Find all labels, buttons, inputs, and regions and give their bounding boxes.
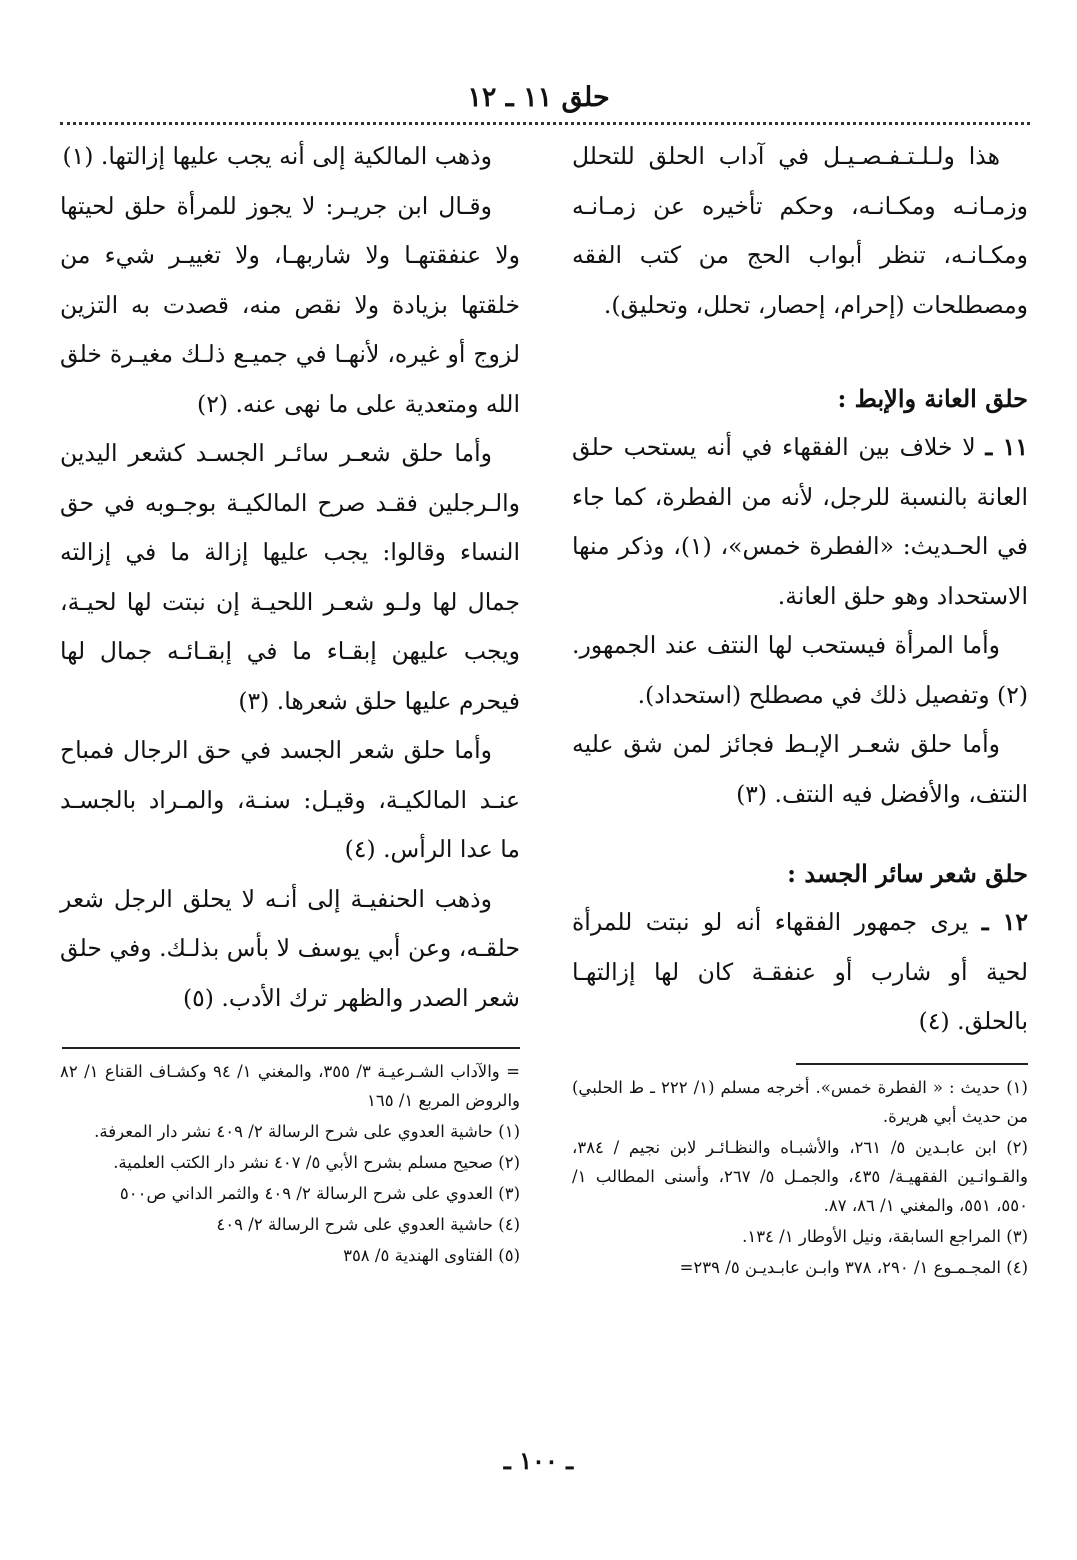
paragraph-armpit: وأما حلق شعـر الإبـط فجائز لمن شق عليه النتف، والأفضل فيه النتف. (٣) xyxy=(572,730,1028,808)
paragraph-woman: وأما المرأة فيستحب لها النتف عند الجمهور. (٢) وتفصيل ذلك في مصطلح (استحداد). xyxy=(572,631,1028,709)
paragraph-number: ١٢ ـ xyxy=(981,908,1028,936)
footnote: (٤) حاشية العدوي على شرح الرسالة ٢/ ٤٠٩ xyxy=(216,1215,520,1234)
page-number: ـ ١٠٠ ـ xyxy=(503,1446,574,1475)
footnote: (٣) العدوي على شرح الرسالة ٢/ ٤٠٩ والثمر الداني ص٥٠٠ xyxy=(119,1184,520,1203)
left-footnotes xyxy=(60,1057,520,1270)
paragraph-number: ١١ ـ xyxy=(985,433,1028,461)
section-heading-body-hair: حلق شعر سائر الجسد : xyxy=(787,859,1028,888)
paragraph-maliki: وذهب المالكية إلى أنه يجب عليها إزالتها. (١) xyxy=(62,142,492,170)
paragraph-12 xyxy=(572,898,1028,1047)
footnote: (١) حاشية العدوي على شرح الرسالة ٢/ ٤٠٩ نشر دار المعرفة. xyxy=(94,1122,520,1141)
footnote: (٢) ابن عابـدين ٥/ ٢٦١، والأشبـاه والنظـائـر لابن نجيم / ٣٨٤، والقـوانـين الفقهيـة/ ٤٣٥، والجمـل ٥/ ٢٦٧، وأسنى المطالب ١/ ٥٥٠، ٥٥١، والمغني ١/ ٨٦، ٨٧. xyxy=(572,1137,1028,1215)
paragraph-11 xyxy=(572,423,1028,621)
footnote: (٥) الفتاوى الهندية ٥/ ٣٥٨ xyxy=(343,1246,520,1265)
running-head: حلق ١١ ـ ١٢ xyxy=(467,82,610,113)
paragraph-men: وأما حلق شعر الجسد في حق الرجال فمباح عنـد المالكيـة، وقيـل: سنـة، والمـراد بالجسـد ما عدا الرأس. (٤) xyxy=(60,736,520,863)
paragraph-11-text: لا خلاف بين الفقهاء في أنه يستحب حلق العانة بالنسبة للرجل، لأنه من الفطرة، كما جاء في الحـديث: «الفطرة خمس»، (١)، وذكر منها الاستحداد وهو حلق العانة. xyxy=(572,433,1028,610)
footnote: (٢) صحيح مسلم بشرح الأبي ٥/ ٤٠٧ نشر دار الكتب العلمية. xyxy=(113,1153,520,1172)
spacer xyxy=(572,330,1028,374)
paragraph-ibn-jarir: وقـال ابن جريـر: لا يجوز للمرأة حلق لحيتها ولا عنفقتهـا ولا شاربهـا، ولا تغييـر شيء من خلقتها بزيادة ولا نقص منه، قصدت به التزين لزوج أو غيره، لأنهـا في جميـع ذلـك مغيـرة خلق الله ومتعدية على ما نهى عنه. (٢) xyxy=(60,191,520,418)
right-footnotes xyxy=(572,1073,1028,1282)
footnote: (١) حديث : « الفطرة خمس». أخرجه مسلم (١/ ٢٢٢ ـ ط الحلبي) من حديث أبي هريرة. xyxy=(572,1077,1028,1126)
footnote: (٤) المجـمـوع ١/ ٢٩٠، ٣٧٨ وابـن عابـديـن ٥/ ٢٣٩= xyxy=(679,1257,1028,1277)
right-column xyxy=(572,132,1028,1284)
footnote: = والآداب الشـرعيـة ٣/ ٣٥٥، والمغني ١/ ٩٤ وكشـاف القناع ١/ ٨٢ والروض المربع ١/ ١٦٥ xyxy=(60,1062,520,1110)
footnote-divider xyxy=(796,1063,1028,1065)
paragraph-hanafi: وذهب الحنفيـة إلى أنـه لا يحلق الرجل شعر حلقـه، وعن أبي يوسف لا بأس بذلـك. وفي حلق شعر الصدر والظهر ترك الأدب. (٥) xyxy=(60,884,520,1012)
footnote-divider xyxy=(62,1047,520,1049)
left-column xyxy=(60,132,520,1272)
header-divider xyxy=(60,122,1030,125)
paragraph-12-text: يرى جمهور الفقهاء أنه لو نبتت للمرأة لحية أو شارب أو عنفقـة كان لها إزالتهـا بالحلق. (٤) xyxy=(572,908,1028,1035)
paragraph-body-hair: وأما حلق شعـر سائـر الجسـد كشعر اليدين والـرجلين فقـد صرح المالكيـة بوجـوبه في حق النساء وقالوا: يجب عليها إزالة ما في إزالته جمال لها ولـو شعـر اللحيـة إن نبتت لها لحيـة، ويجب عليهن إبقـاء ما في إبقـائـه جمال لها فيحرم عليها حلق شعرها. (٣) xyxy=(60,439,520,715)
footnote: (٣) المراجع السابقة، ونيل الأوطار ١/ ١٣٤. xyxy=(742,1226,1028,1246)
section-heading-pubic-armpit: حلق العانة والإبط : xyxy=(837,384,1028,413)
intro-paragraph: هذا ولـلـتـفـصـيـل في آداب الحلق للتحلل وزمـانـه ومكـانـه، وحكم تأخيره عن زمـانـه ومكـانـه، تنظر أبواب الحج من كتب الفقه ومصطلحات (إحرام، إحصار، تحلل، وتحليق). xyxy=(572,142,1028,319)
spacer xyxy=(572,819,1028,849)
